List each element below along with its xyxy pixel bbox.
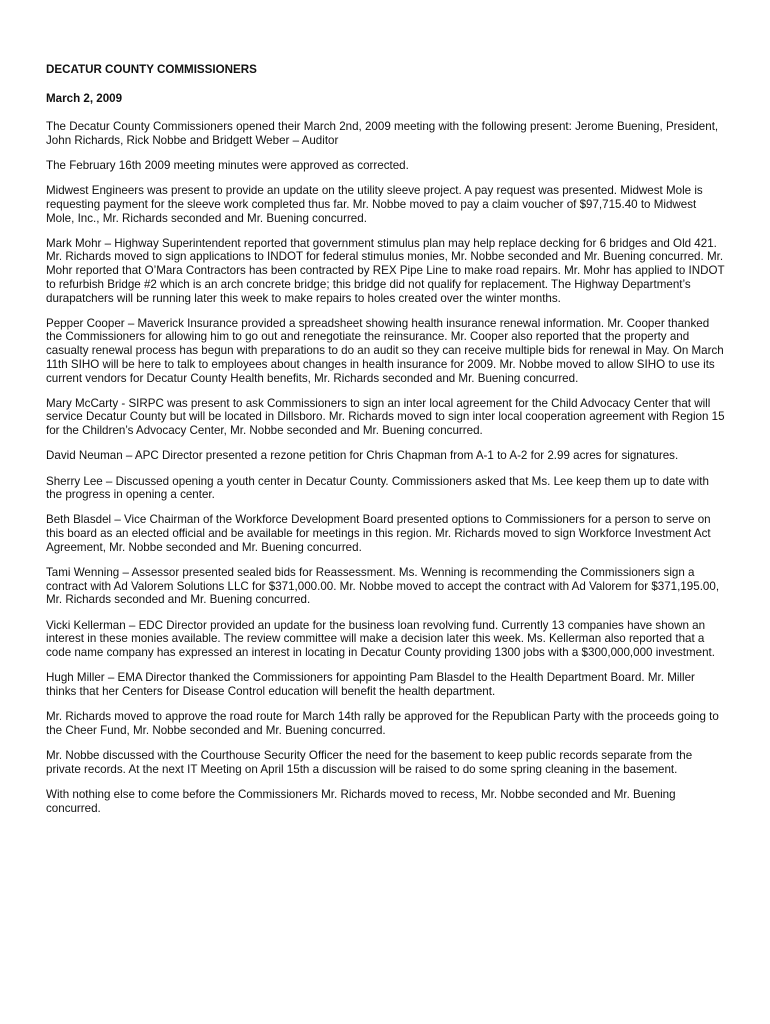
paragraph-youth-center: Sherry Lee – Discussed opening a youth center in Decatur County. Commissioners asked that Ms. Lee keep them up to date with the progress in opening a center.	[46, 474, 709, 502]
paragraph-maverick-insurance: Pepper Cooper – Maverick Insurance provided a spreadsheet showing health insurance renewal information. Mr. Cooper thanked the Commissioners for allowing him to go out and renegotiate the reinsurance. Mr. Cooper also reported that the property and casualty renewal process has begun with preparations to do an audit so they can receive multiple bids for renewal in May. On March 11th SIHO will be here to talk to employees about changes in health insurance for 2009. Mr. Nobbe moved to allow SIHO to use its current vendors for Decatur County Health benefits, Mr. Richards seconded and Mr. Buening concurred.	[46, 316, 724, 385]
paragraph-assessor: Tami Wenning – Assessor presented sealed bids for Reassessment. Ms. Wenning is recommending the Commissioners sign a contract with Ad Valorem Solutions LLC for $371,000.00. Mr. Nobbe moved to accept the contract with Ad Valorem for $371,195.00, Mr. Richards seconded and Mr. Buening concurred.	[46, 566, 720, 607]
paragraph-recess: With nothing else to come before the Commissioners Mr. Richards moved to recess, Mr. Nobbe seconded and Mr. Buening concurred.	[46, 788, 676, 815]
paragraph-minutes-approval: The February 16th 2009 meeting minutes were approved as corrected.	[46, 158, 409, 172]
paragraph-apc-director: David Neuman – APC Director presented a rezone petition for Chris Chapman from A-1 to A-2 for 2.99 acres for signatures.	[46, 449, 679, 463]
paragraph-ema-director: Hugh Miller – EMA Director thanked the Commissioners for appointing Pam Blasdel to the Health Department Board. Mr. Miller thinks that her Centers for Disease Control education will benefit the health department.	[46, 671, 695, 698]
paragraph-edc-director: Vicki Kellerman – EDC Director provided an update for the business loan revolving fund. Currently 13 companies have shown an interest in these monies available. The review committee will make a decision later this week. Ms. Kellerman also reported that a code name company has expressed an interest in locating in Decatur County providing 1300 jobs with a $300,000,000 investment.	[46, 618, 715, 660]
paragraph-highway-superintendent: Mark Mohr – Highway Superintendent reported that government stimulus plan may help replace decking for 6 bridges and Old 421. Mr. Richards moved to sign applications to INDOT for federal stimulus monies, Mr. Nobbe seconded and Mr. Buening concurred. Mr. Mohr reported that O’Mara Contractors has been contracted by REX Pipe Line to make road repairs. Mr. Mohr has applied to INDOT to refurbish Bridge #2 which is an arch concrete bridge; this bridge did not qualify for replacement. The Highway Department’s durapatchers will be running later this week to make repairs to holes created over the winter months.	[46, 236, 725, 305]
paragraph-courthouse-security: Mr. Nobbe discussed with the Courthouse Security Officer the need for the basement to keep public records separate from the private records. At the next IT Meeting on April 15th a discussion will be raised to do some spring cleaning in the basement.	[46, 749, 693, 776]
paragraph-workforce-board: Beth Blasdel – Vice Chairman of the Workforce Development Board presented options to Commissioners for a person to serve on this board as an elected official and be available for meetings in this region. Mr. Richards moved to sign Workforce Investment Act Agreement, Mr. Nobbe seconded and Mr. Buening concurred.	[46, 513, 711, 554]
paragraph-attendance: The Decatur County Commissioners opened their March 2nd, 2009 meeting with the following present: Jerome Buening, President, John Richards, Rick Nobbe and Bridgett Weber – Auditor	[46, 120, 719, 147]
document-page	[46, 62, 726, 827]
document-title: DECATUR COUNTY COMMISSIONERS	[46, 63, 257, 76]
paragraph-sirpc: Mary McCarty - SIRPC was present to ask Commissioners to sign an inter local agreement for the Child Advocacy Center that will service Decatur County but will be located in Dillsboro. Mr. Richards moved to sign inter local cooperation agreement with Region 15 for the Children’s Advocacy Center, Mr. Nobbe seconded and Mr. Buening concurred.	[46, 396, 725, 438]
paragraph-rally-route: Mr. Richards moved to approve the road route for March 14th rally be approved for the Republican Party with the proceeds going to the Cheer Fund, Mr. Nobbe seconded and Mr. Buening concurred.	[46, 710, 719, 737]
paragraph-midwest-engineers: Midwest Engineers was present to provide an update on the utility sleeve project. A pay request was presented. Midwest Mole is requesting payment for the sleeve work completed thus far. Mr. Nobbe moved to pay a claim voucher of $97,715.40 to Midwest Mole, Inc., Mr. Richards seconded and Mr. Buening concurred.	[46, 184, 703, 225]
meeting-date: March 2, 2009	[46, 92, 123, 105]
